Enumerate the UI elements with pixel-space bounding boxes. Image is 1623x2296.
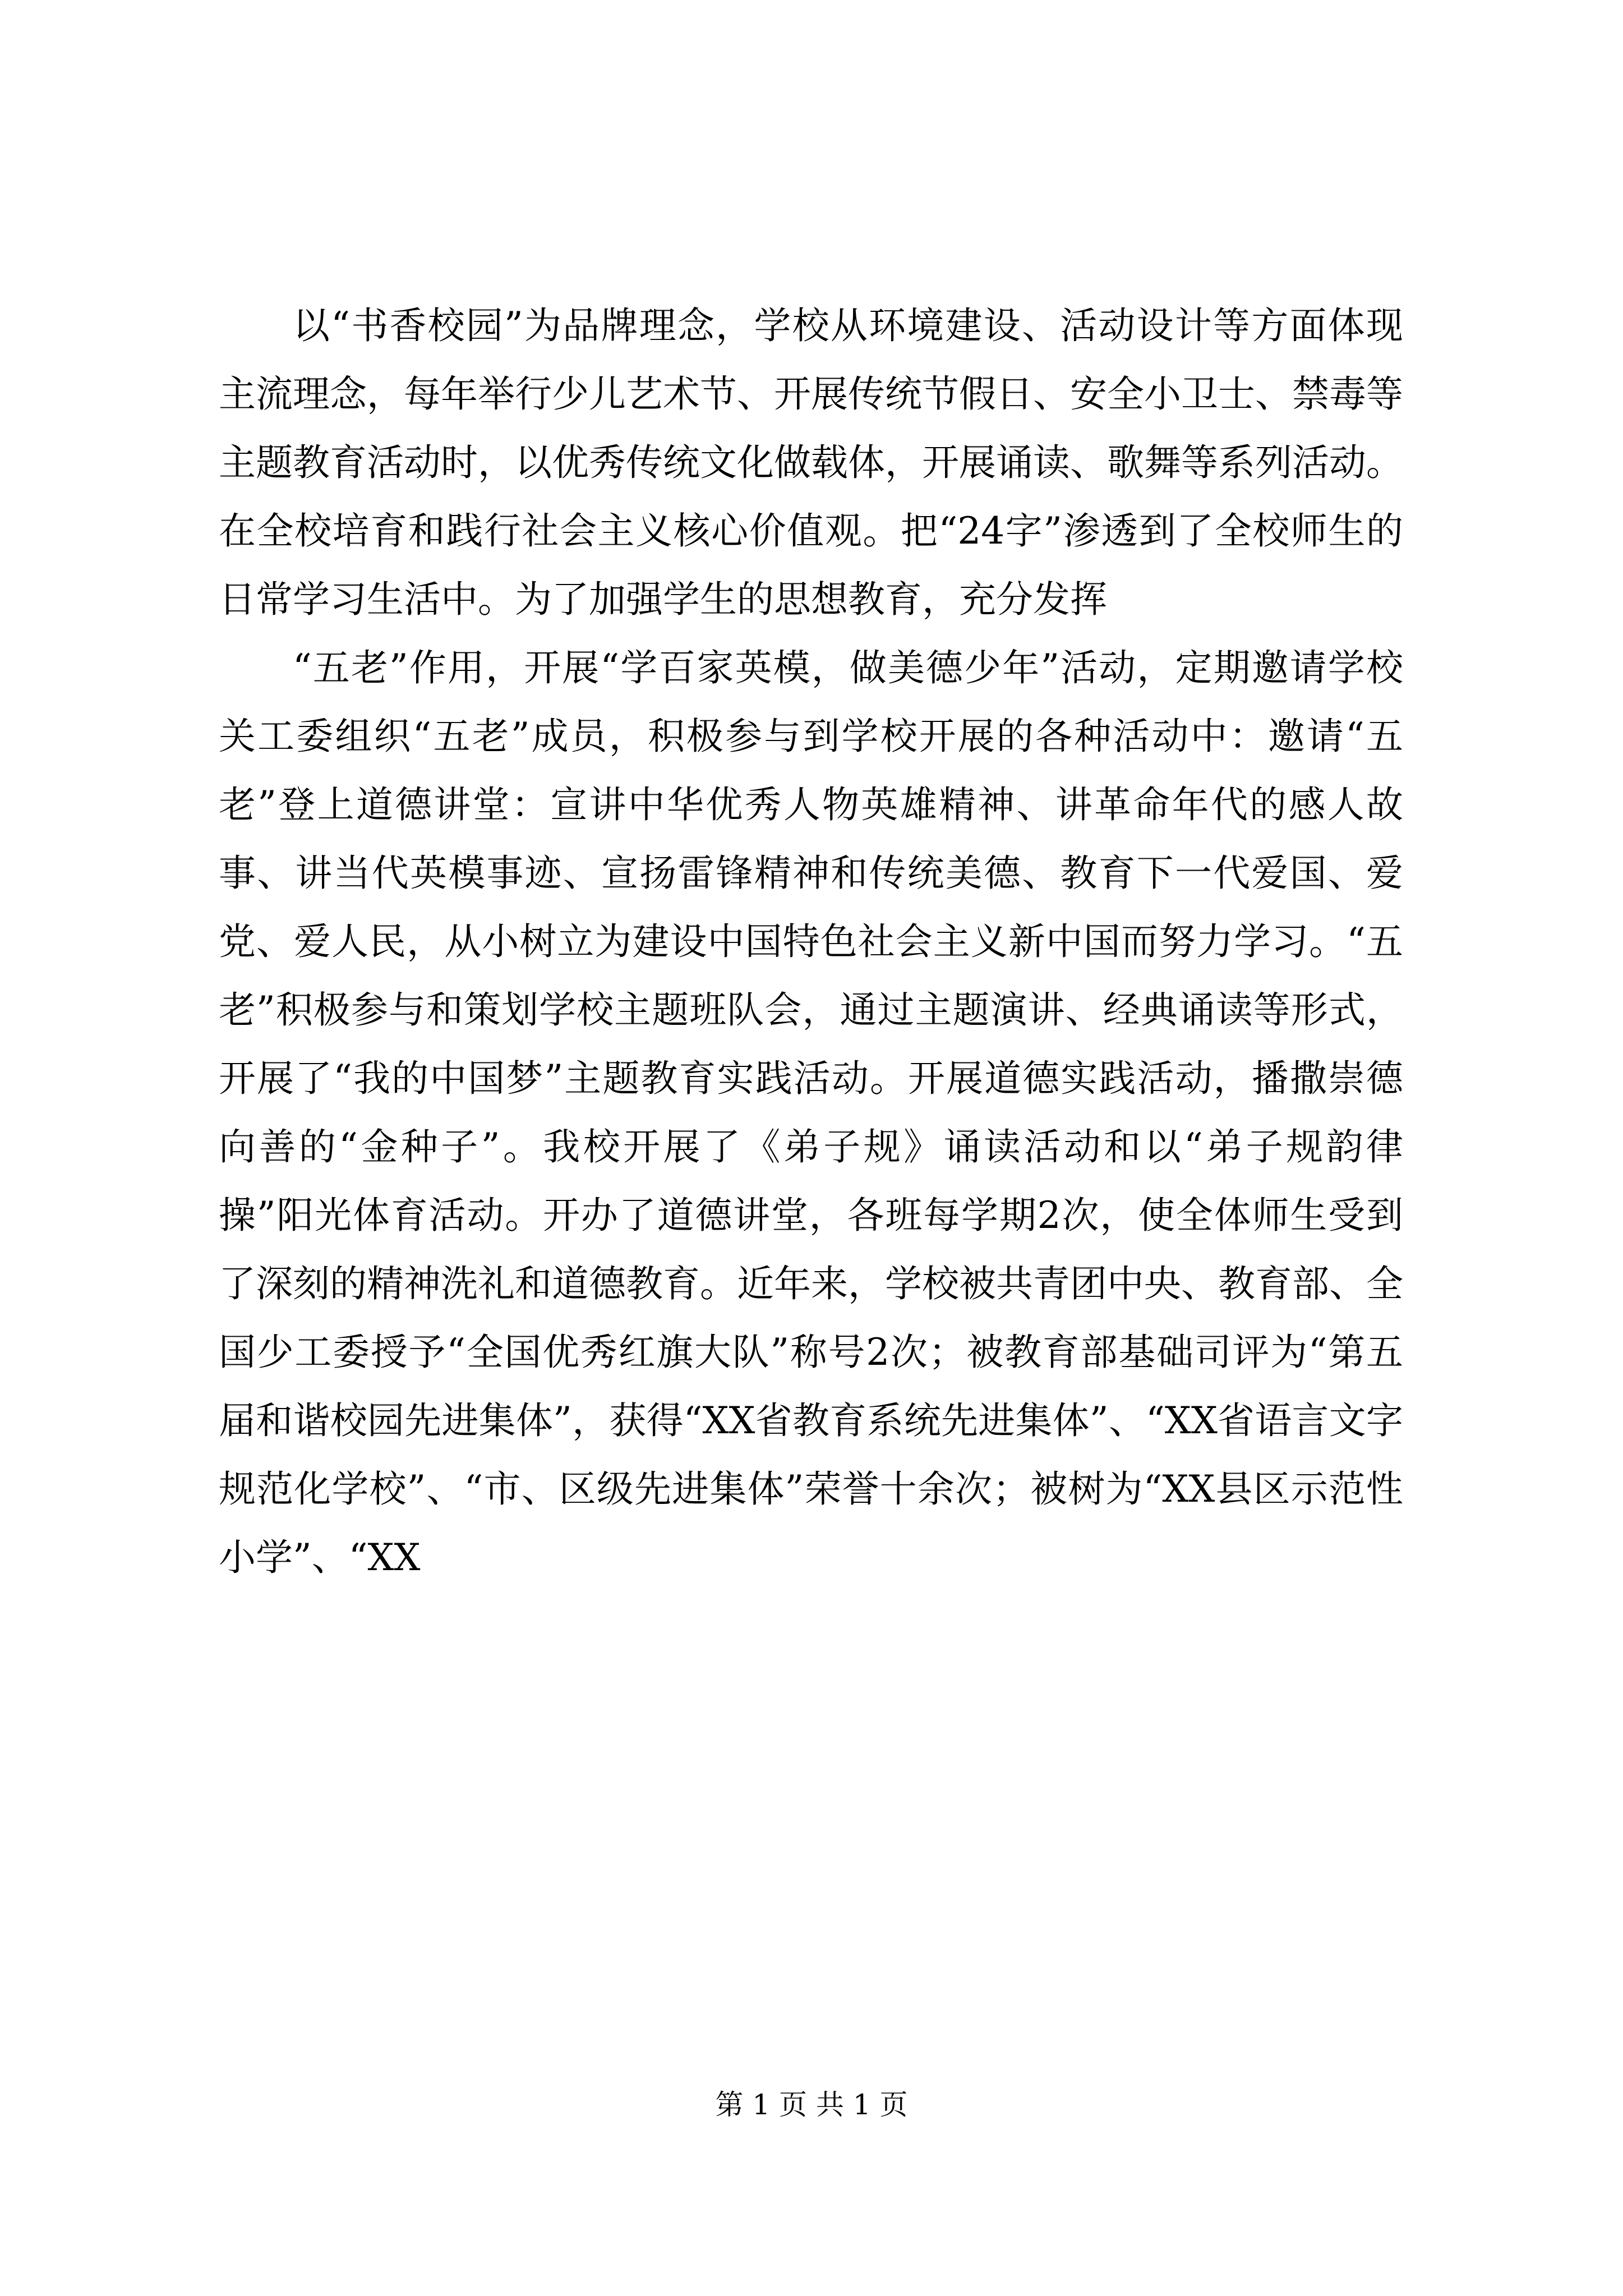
page-number-label: 第 1 页 共 1 页: [715, 2088, 908, 2121]
page-footer: [0, 2088, 1623, 2122]
paragraph-2: “五老”作用，开展“学百家英模，做美德少年”活动，定期邀请学校关工委组织“五老”成员，积极参与到学校开展的各种活动中：邀请“五老”登上道德讲堂：宣讲中华优秀人物英雄精神、讲革命年代的感人故事、讲当代英模事迹、宣扬雷锋精神和传统美德、教育下一代爱国、爱党、爱人民，从小树立为建设中国特色社会主义新中国而努力学习。“五老”积极参与和策划学校主题班队会，通过主题演讲、经典诵读等形式，开展了“我的中国梦”主题教育实践活动。开展道德实践活动，播撒崇德向善的“金种子”。我校开展了《弟子规》诵读活动和以“弟子规韵律操”阳光体育活动。开办了道德讲堂，各班每学期2次，使全体师生受到了深刻的精神洗礼和道德教育。近年来，学校被共青团中央、教育部、全国少工委授予“全国优秀红旗大队”称号2次；被教育部基础司评为“第五届和谐校园先进集体”，获得“XX省教育系统先进集体”、“XX省语言文字规范化学校”、“市、区级先进集体”荣誉十余次；被树为“XX县区示范性小学”、“XX: [219, 646, 1403, 1579]
paragraph-1: 以“书香校园”为品牌理念，学校从环境建设、活动设计等方面体现主流理念，每年举行少儿艺术节、开展传统节假日、安全小卫士、禁毒等主题教育活动时，以优秀传统文化做载体，开展诵读、歌舞等系列活动。在全校培育和践行社会主义核心价值观。把“24字”渗透到了全校师生的日常学习生活中。为了加强学生的思想教育，充分发挥: [219, 304, 1403, 621]
document-body: [219, 292, 1403, 1592]
